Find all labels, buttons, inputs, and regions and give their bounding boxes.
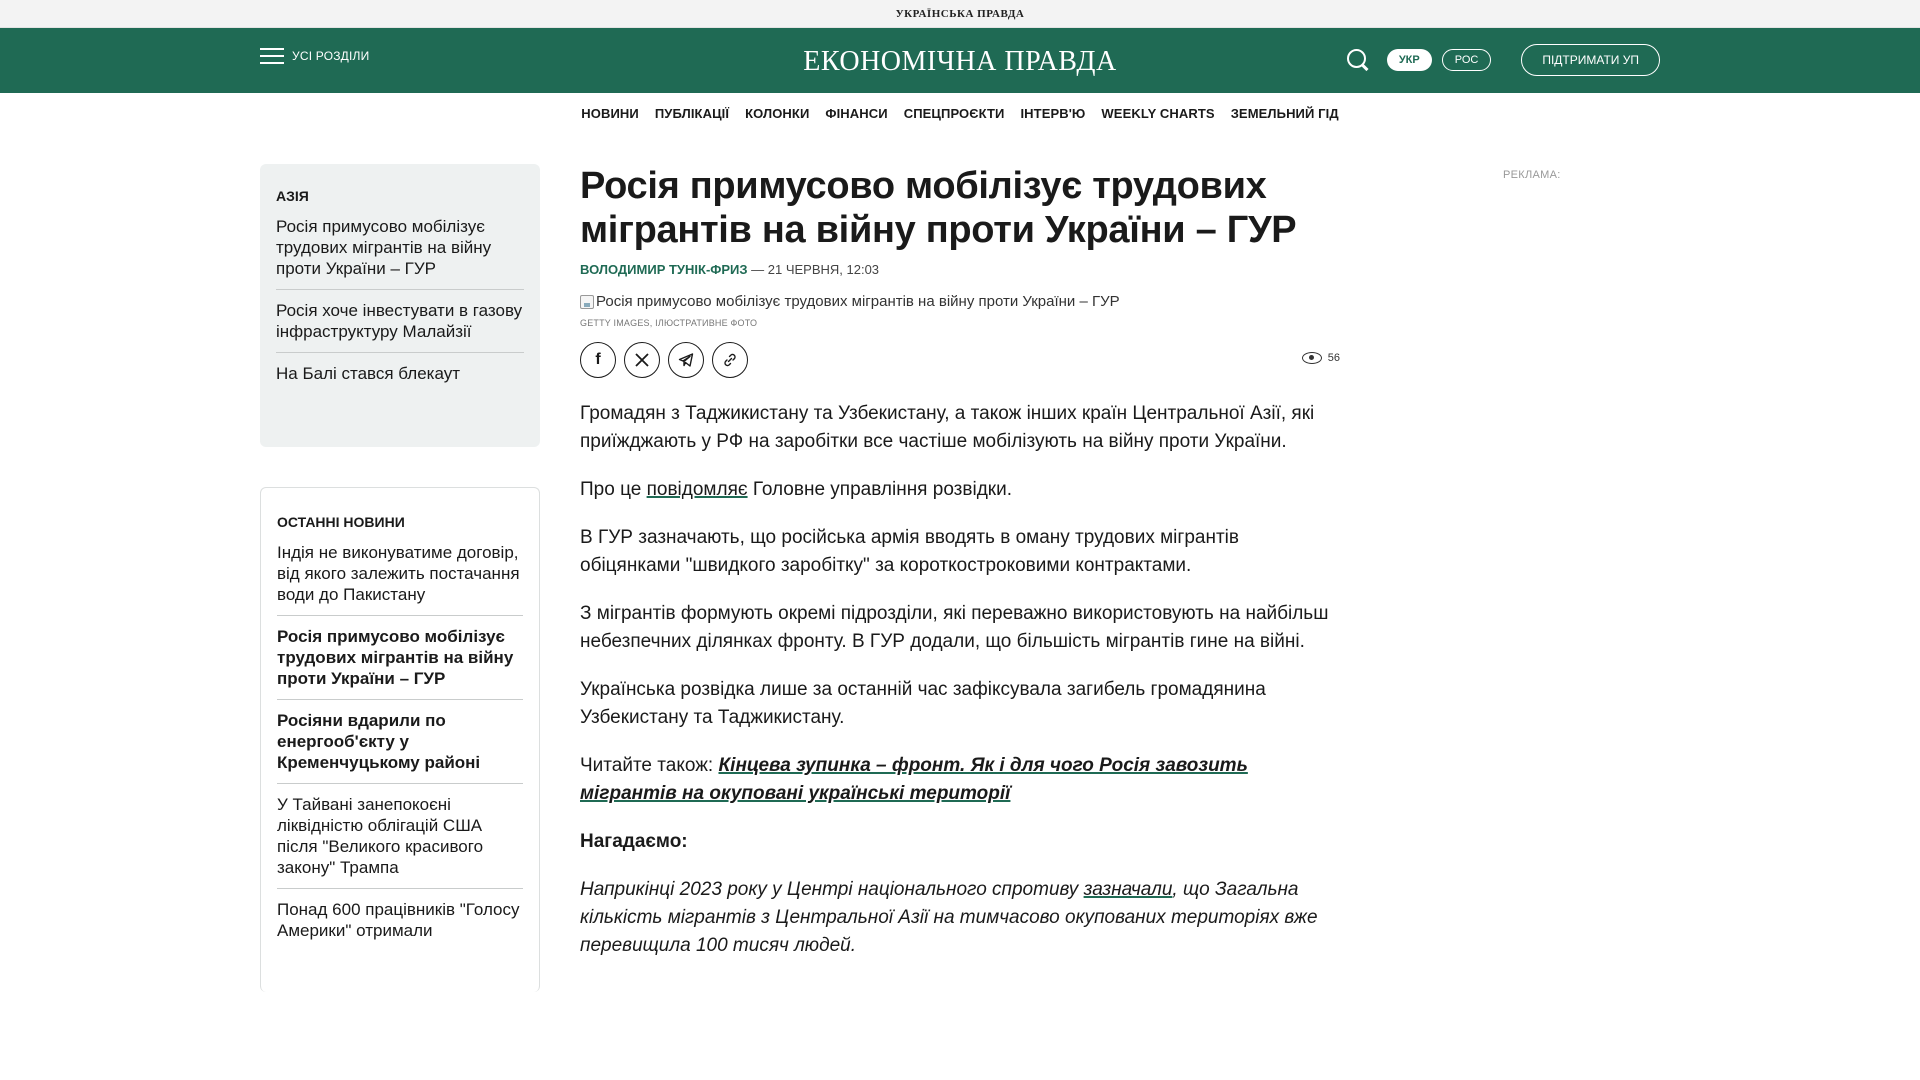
article-byline (580, 262, 1340, 277)
source-link[interactable]: зазначали (1083, 879, 1173, 900)
broken-image-icon (580, 295, 594, 309)
nav-item-columns[interactable]: КОЛОНКИ (745, 105, 810, 121)
nav-item-finance[interactable]: ФІНАНСИ (825, 105, 888, 121)
source-link[interactable]: повідомляє (646, 479, 748, 500)
article (580, 164, 1340, 960)
views-counter (1302, 352, 1340, 364)
nav-item-publications[interactable]: ПУБЛІКАЦІЇ (654, 105, 730, 121)
author-link[interactable]: ВОЛОДИМИР ТУНІК-ФРИЗ (580, 262, 748, 277)
latest-news-box (260, 487, 540, 992)
article-image-alt: Росія примусово мобілізує трудових мігрантів на війну проти України – ГУР (596, 293, 1120, 310)
article-image (580, 293, 1340, 310)
latest-news-title: ОСТАННІ НОВИНИ (277, 514, 405, 530)
read-also-link[interactable]: Кінцева зупинка – фронт. Як і для чого Росія завозить мігрантів на окуповані українські території (580, 755, 1248, 804)
facebook-share-icon[interactable]: f (580, 342, 616, 378)
article-paragraph (580, 876, 1340, 960)
main-nav (0, 93, 1920, 133)
latest-news-item[interactable]: Росіяни вдарили по енергооб'єкту у Кременчуцькому районі (277, 710, 523, 784)
read-also-paragraph (580, 752, 1340, 808)
up-brand-link[interactable]: УКРАЇНСЬКА ПРАВДА (895, 7, 1025, 20)
related-box (260, 164, 540, 447)
article-paragraph: З мігрантів формують окремі підрозділи, які переважно використовують на найбільш небезпечних ділянках фронту. В ГУР додали, що більшість мігрантів гине на війні. (580, 603, 1329, 652)
nav-item-land-guide[interactable]: ЗЕМЕЛЬНИЙ ГІД (1230, 105, 1339, 121)
all-sections-button[interactable] (260, 48, 369, 64)
reminder-heading: Нагадаємо: (580, 831, 688, 852)
paragraph-text: Наприкінці 2023 року у Центрі національного спротиву (580, 879, 1084, 900)
article-paragraph (580, 476, 1340, 504)
article-headline: Росія примусово мобілізує трудових мігрантів на війну проти України – ГУР (580, 165, 1297, 251)
share-row (580, 342, 1340, 378)
lang-ros-button[interactable]: РОС (1442, 49, 1492, 71)
nav-item-weekly-charts[interactable]: WEEKLY CHARTS (1101, 105, 1215, 121)
article-paragraph: Громадян з Таджикистану та Узбекистану, а також інших країн Центральної Азії, які приїжджають у РФ на заробітки все частіше мобілізують на війну проти України. (580, 403, 1315, 452)
x-share-icon[interactable] (624, 342, 660, 378)
telegram-share-icon[interactable] (668, 342, 704, 378)
hamburger-icon (260, 48, 284, 64)
site-logo[interactable]: ЕКОНОМІЧНА ПРАВДА (803, 46, 1117, 77)
nav-item-news[interactable]: НОВИНИ (581, 105, 639, 121)
related-item[interactable]: На Балі стався блекаут (276, 364, 461, 383)
search-icon[interactable] (1345, 47, 1371, 73)
related-title[interactable]: АЗІЯ (276, 188, 309, 204)
eye-icon (1302, 352, 1322, 364)
site-header (0, 28, 1920, 93)
latest-news-item[interactable]: У Тайвані занепокоєні ліквідністю облігацій США після "Великого красивого закону" Трампа (277, 794, 523, 889)
copy-link-icon[interactable] (712, 342, 748, 378)
related-item[interactable]: Росія хоче інвестувати в газову інфраструктуру Малайзії (276, 300, 524, 353)
read-also-label: Читайте також: (580, 755, 719, 776)
latest-news-item[interactable]: Понад 600 працівників "Голосу Америки" отримали (277, 900, 520, 940)
top-strip (0, 0, 1920, 28)
image-caption: GETTY IMAGES, ІЛЮСТРАТИВНЕ ФОТО (580, 318, 758, 328)
nav-item-interview[interactable]: ІНТЕРВ'Ю (1020, 105, 1086, 121)
article-paragraph: Українська розвідка лише за останній час зафіксувала загибель громадянина Узбекистану та Таджикистану. (580, 679, 1266, 728)
nav-item-special-projects[interactable]: СПЕЦПРОЄКТИ (903, 105, 1005, 121)
article-date: — 21 ЧЕРВНЯ, 12:03 (747, 262, 880, 277)
paragraph-text: Головне управління розвідки. (747, 479, 1012, 500)
paragraph-text: , що Загальна кількість мігрантів з Центральної Азії на тимчасово окупованих територіях вже перевищила 100 тисяч людей. (580, 879, 1318, 956)
header-actions (1345, 44, 1660, 76)
latest-news-item[interactable]: Індія не виконуватиме договір, від якого залежить постачання води до Пакистану (277, 542, 523, 616)
latest-news-item[interactable]: Росія примусово мобілізує трудових мігрантів на війну проти України – ГУР (277, 626, 523, 700)
paragraph-text: Про це (580, 479, 647, 500)
article-paragraph: В ГУР зазначають, що російська армія вводять в оману трудових мігрантів обіцянками "швидкого заробітку" за короткостроковими контрактами. (580, 527, 1239, 576)
lang-ukr-button[interactable]: УКР (1387, 49, 1432, 71)
related-item[interactable]: Росія примусово мобілізує трудових мігрантів на війну проти України – ГУР (276, 216, 524, 290)
views-count: 56 (1327, 352, 1340, 364)
ad-label: РЕКЛАМА: (1503, 169, 1561, 181)
support-button[interactable]: ПІДТРИМАТИ УП (1521, 44, 1660, 76)
all-sections-label: УСІ РОЗДІЛИ (292, 49, 370, 63)
